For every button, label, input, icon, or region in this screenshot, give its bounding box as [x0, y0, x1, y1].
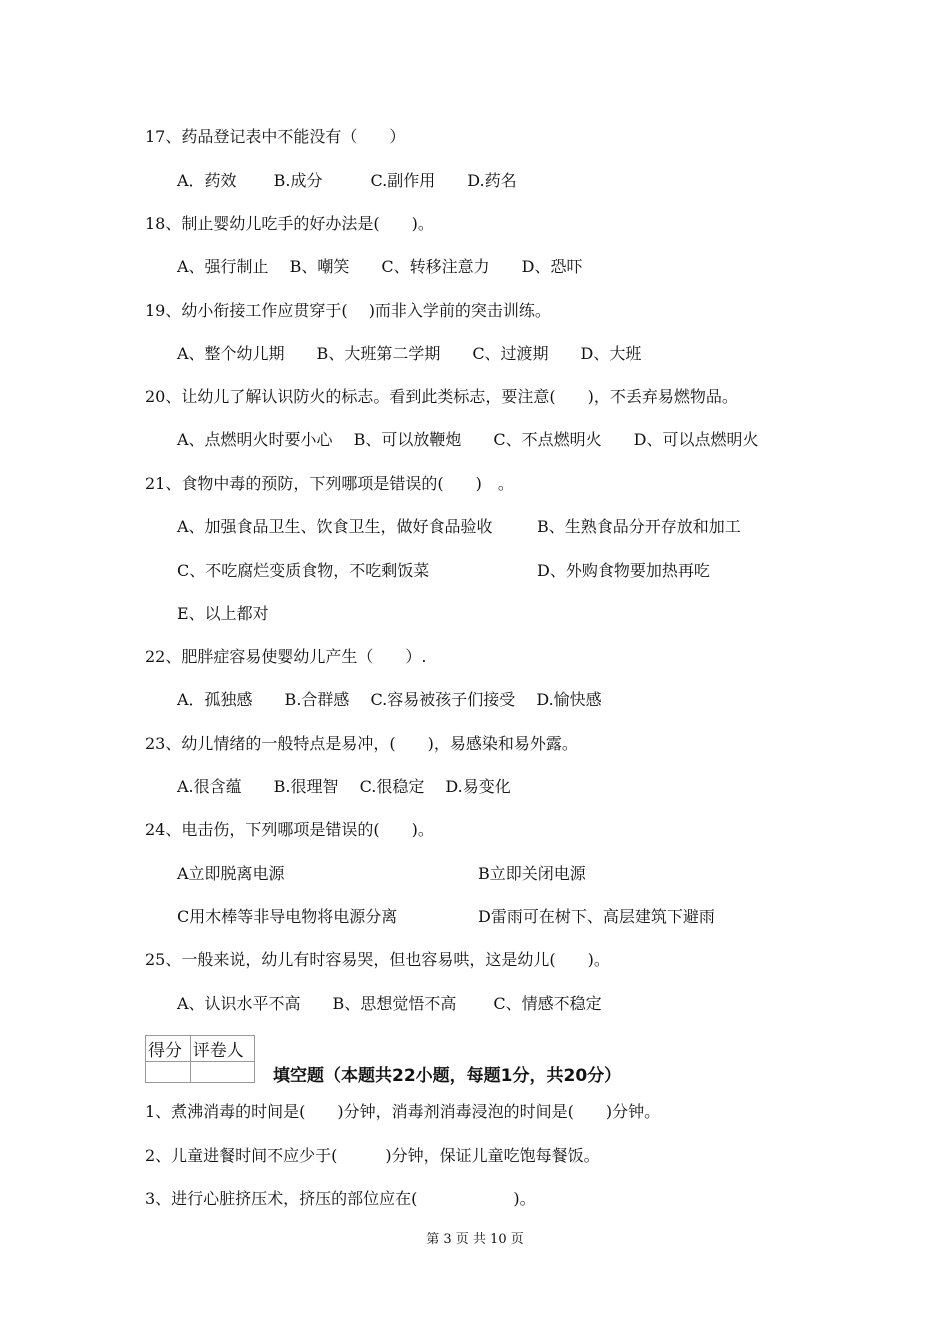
question-options: A．孤独感 B.合群感 C.容易被孩子们接受 D.愉快感 [177, 690, 602, 709]
option-d: D雷雨可在树下、高层建筑下避雨 [478, 907, 715, 926]
question-stem: 24、电击伤，下列哪项是错误的( )。 [145, 820, 434, 839]
grader-label: 评卷人 [190, 1036, 254, 1062]
option-b: B立即关闭电源 [478, 864, 586, 883]
question-options: A、强行制止 B、嘲笑 C、转移注意力 D、恐吓 [177, 257, 583, 276]
fill-blank-2: 2、儿童进餐时间不应少于( )分钟，保证儿童吃饱每餐饭。 [145, 1146, 600, 1165]
option-a: A、加强食品卫生、饮食卫生，做好食品验收 [177, 517, 493, 536]
question-options: A、认识水平不高 B、思想觉悟不高 C、情感不稳定 [177, 994, 602, 1013]
question-options: A、整个幼儿期 B、大班第二学期 C、过渡期 D、大班 [177, 344, 642, 363]
score-cell [146, 1062, 191, 1083]
question-stem: 21、食物中毒的预防，下列哪项是错误的( ) 。 [145, 474, 514, 493]
question-stem: 22、肥胖症容易使婴幼儿产生（ ）. [145, 647, 427, 666]
option-d: D、外购食物要加热再吃 [537, 561, 710, 580]
question-options: A.很含蕴 B.很理智 C.很稳定 D.易变化 [177, 777, 511, 796]
question-options: A、点燃明火时要小心 B、可以放鞭炮 C、不点燃明火 D、可以点燃明火 [177, 430, 759, 449]
grader-cell [190, 1062, 254, 1083]
question-stem: 23、幼儿情绪的一般特点是易冲，( )，易感染和易外露。 [145, 734, 578, 753]
option-c: C用木棒等非导电物将电源分离 [177, 907, 398, 926]
page-footer: 第 3 页 共 10 页 [426, 1232, 524, 1247]
option-e: E、以上都对 [177, 604, 269, 623]
section-title: 填空题（本题共22小题，每题1分，共20分） [273, 1066, 622, 1086]
question-stem: 25、一般来说，幼儿有时容易哭，但也容易哄，这是幼儿( )。 [145, 950, 610, 969]
option-b: B、生熟食品分开存放和加工 [537, 517, 741, 536]
fill-blank-3: 3、进行心脏挤压术，挤压的部位应在( )。 [145, 1189, 536, 1208]
option-a: A立即脱离电源 [177, 864, 285, 883]
question-stem: 19、幼小衔接工作应贯穿于( )而非入学前的突击训练。 [145, 301, 551, 320]
fill-blank-1: 1、煮沸消毒的时间是( )分钟，消毒剂消毒浸泡的时间是( )分钟。 [145, 1102, 661, 1121]
score-box [145, 1035, 255, 1079]
option-c: C、不吃腐烂变质食物，不吃剩饭菜 [177, 561, 430, 580]
score-label: 得分 [146, 1036, 191, 1062]
question-stem: 17、药品登记表中不能没有（ ） [145, 127, 406, 146]
question-stem: 20、让幼儿了解认识防火的标志。看到此类标志，要注意( )，不丢弃易燃物品。 [145, 387, 738, 406]
question-options: A．药效 B.成分 C.副作用 D.药名 [177, 171, 517, 190]
question-stem: 18、制止婴幼儿吃手的好办法是( )。 [145, 214, 434, 233]
